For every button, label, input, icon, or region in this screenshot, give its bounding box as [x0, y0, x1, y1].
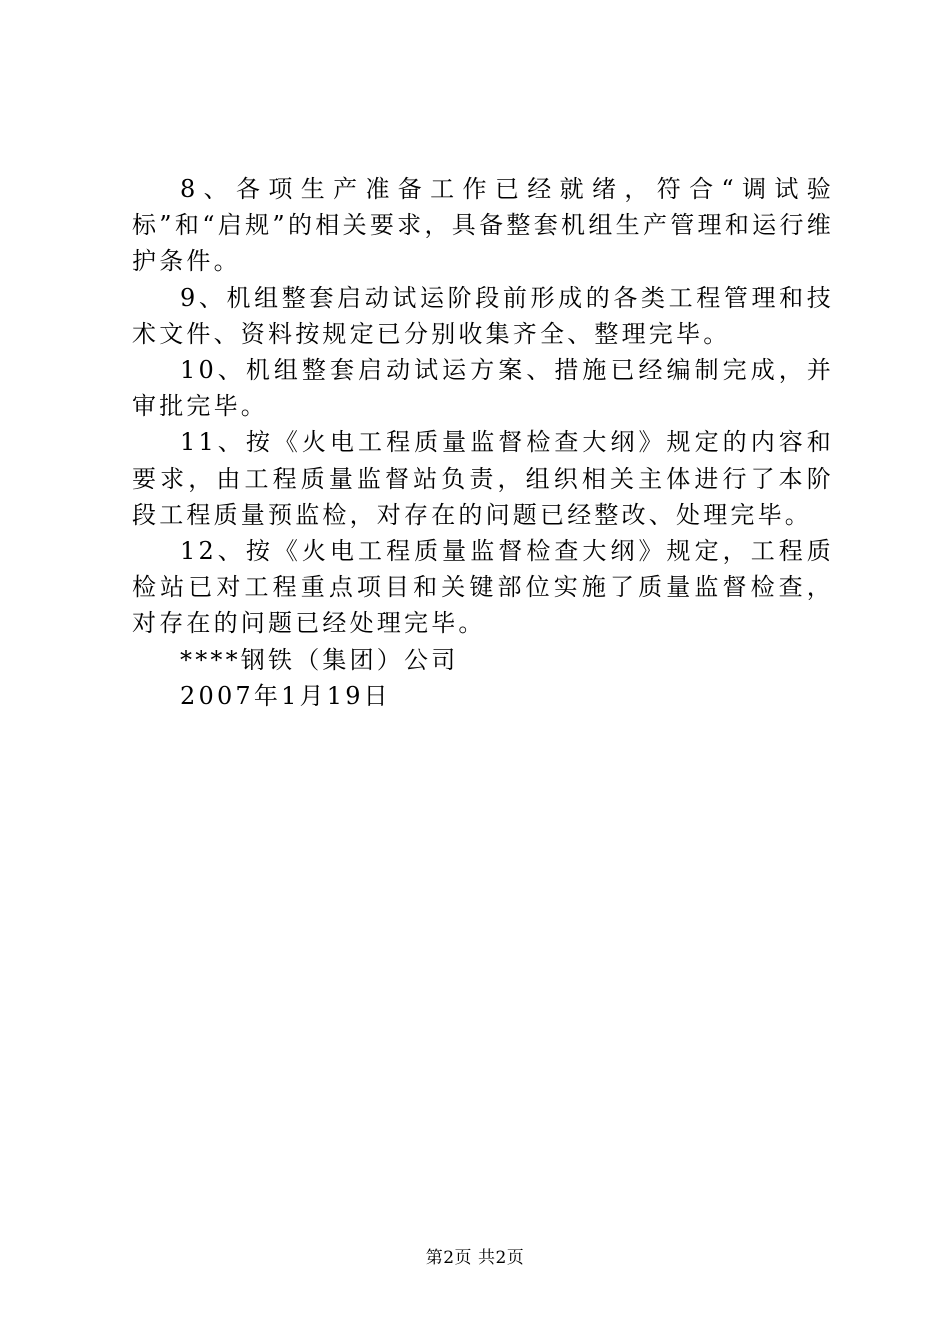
paragraph-item-8: 8、各项生产准备工作已经就绪，符合“调试验标”和“启规”的相关要求，具备整套机组生产管理和运行维护条件。: [132, 175, 834, 276]
signature-company: ****钢铁（集团）公司: [180, 645, 459, 674]
paragraph-item-12: 12、按《火电工程质量监督检查大纲》规定，工程质检站已对工程重点项目和关键部位实施了质量监督检查，对存在的问题已经处理完毕。: [132, 537, 834, 638]
paragraph-item-11: 11、按《火电工程质量监督检查大纲》规定的内容和要求，由工程质量监督站负责，组织相关主体进行了本阶段工程质量预监检，对存在的问题已经整改、处理完毕。: [132, 428, 834, 529]
page-number-footer: 第2页 共2页: [425, 1248, 525, 1268]
paragraph-item-9: 9、机组整套启动试运阶段前形成的各类工程管理和技术文件、资料按规定已分别收集齐全、整理完毕。: [132, 283, 834, 348]
document-body: [132, 171, 834, 714]
signature-date: 2007年1月19日: [180, 681, 391, 710]
paragraph-item-10: 10、机组整套启动试运方案、措施已经编制完成，并审批完毕。: [132, 356, 834, 421]
